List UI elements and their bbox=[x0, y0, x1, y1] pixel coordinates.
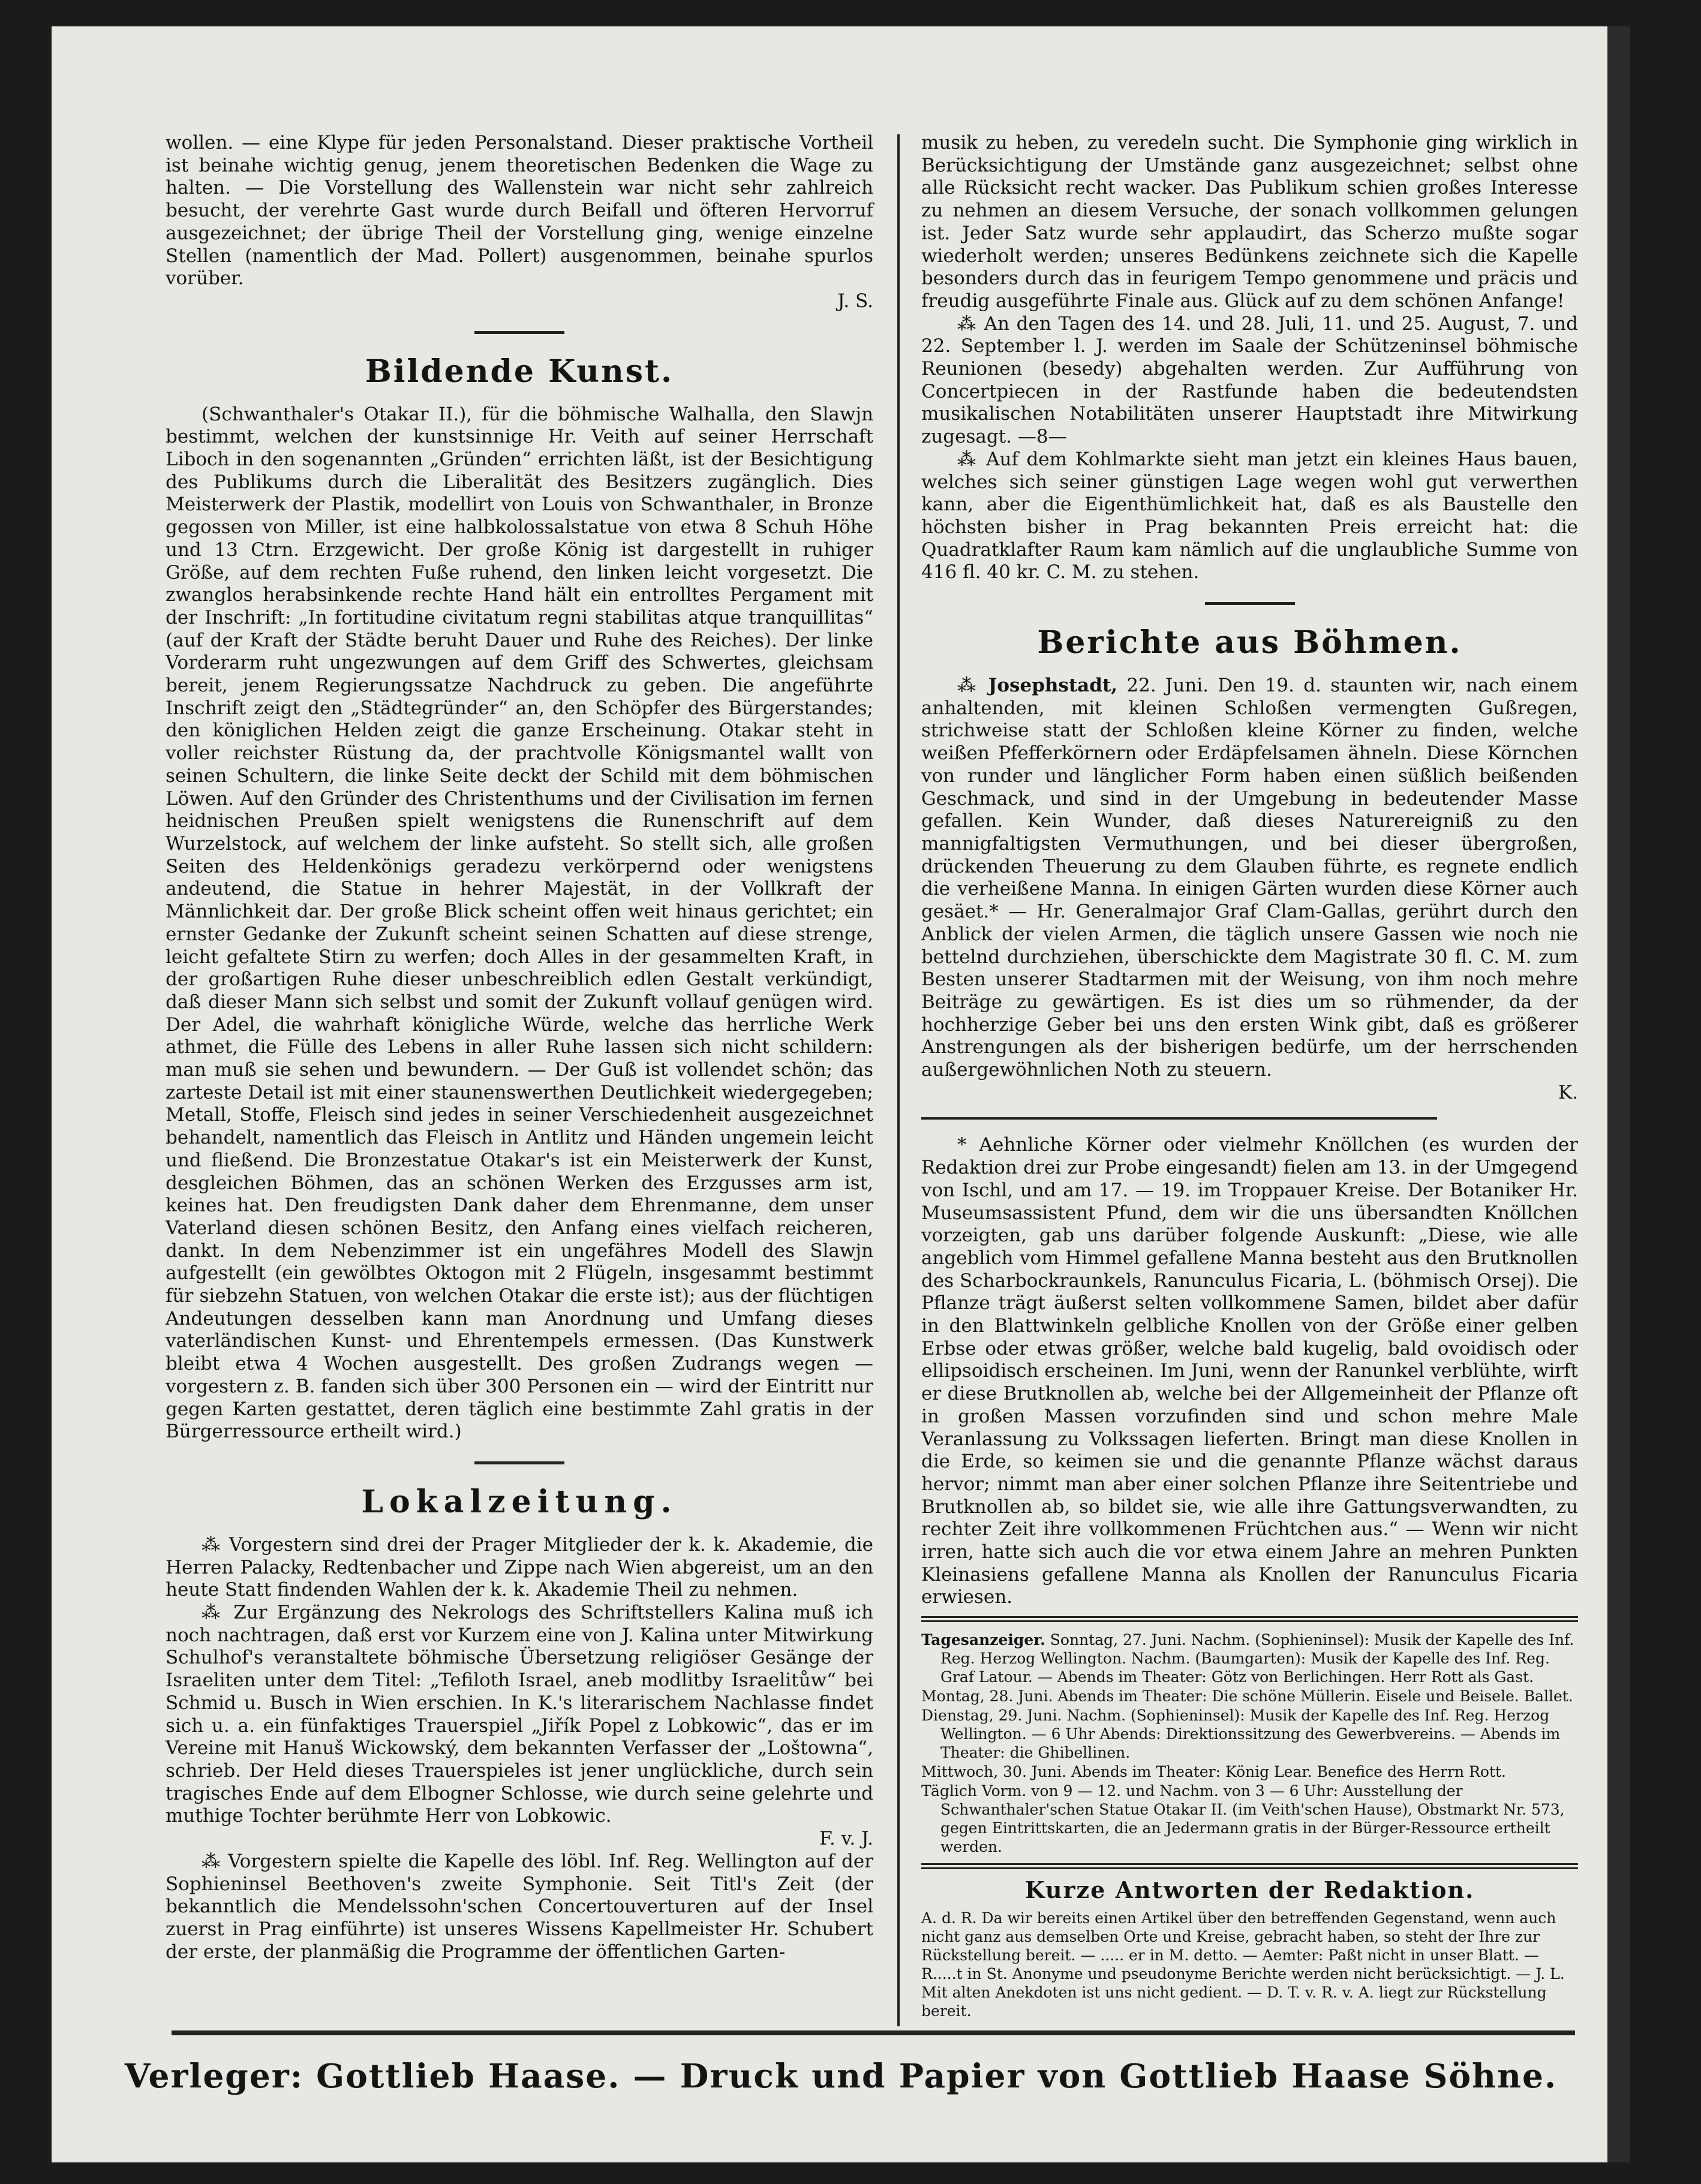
item-marker: ⁂ bbox=[202, 1850, 229, 1872]
section-title-antworten: Kurze Antworten der Redaktion. bbox=[1024, 1876, 1475, 1904]
item-marker: ⁂ bbox=[202, 1602, 234, 1624]
footnote-rule bbox=[921, 1117, 1437, 1120]
tagesanzeiger-entry: Täglich Vorm. von 9 — 12. und Nachm. von 3 — 6 Uhr: Ausstellung der Schwanthaler'schen Statue Otakar II. (im Veith'schen Hause), Obstmarkt Nr. 573, gegen Eintrittskarten, die an Jedermann gratis in der Bürger-Ressource ertheilt werden. bbox=[921, 1782, 1565, 1856]
page-edge-shadow bbox=[1607, 26, 1630, 2162]
newspaper-page bbox=[52, 26, 1630, 2162]
news-item-kohlmarkt: ⁂ Auf dem Kohlmarkte sieht man jetzt ein kleines Haus bauen, welches sich seiner günstigen Lage wegen wohl gut verwerthen kann, aber die Eigenthümlichkeit hat, daß es als Baustelle den höchsten bisher in Prag bekannten Preis erreicht hat: die Quadratklafter Raum kam nämlich auf die unglaubliche Summe von 416 fl. 40 kr. C. M. zu stehen. bbox=[921, 448, 1578, 583]
footnote-manna: * Aehnliche Körner oder vielmehr Knöllchen (es wurden der Redaktion drei zur Probe eingesandt) fielen am 13. in der Umgegend von Ischl, und am 17. — 19. im Troppauer Kreise. Der Botaniker Hr. Museumsassistent Pfund, dem wir die uns übersandten Knöllchen vorzeigten, gab uns darüber folgende Auskunft: „Diese, wie alle angeblich vom Himmel gefallene Manna besteht aus den Brutknollen des Scharbockraunkels, Ranunculus Ficaria, L. (böhmisch Orsej). Die Pflanze trägt äußerst selten vollkommene Samen, bildet aber dafür in den Blattwinkeln gelbliche Knollen von der Größe einer gelben Erbse oder etwas größer, welche bald kugelig, bald ovoidisch oder ellipsoidisch erscheinen. Im Juni, wenn der Ranunkel verblühte, wirft er diese Brutknollen ab, welche bei der Allgemeinheit der Pflanze oft in großen Massen vorzufinden sind und schon mehre Male Veranlassung zu Volkssagen lieferten. Bringt man diese Knollen in die Erde, so keimen sie und die genannte Pflanze wächst daraus hervor; nimmt man aber einer solchen Pflanze ihre Seitentriebe und Brutknollen ab, so bildet sie, wie alle ihre Gattungsverwandten, zu rechter Zeit ihre vollkommenen Früchtchen aus.“ — Wenn wir nicht irren, hatte sich auch die vor etwa einem Jahre an mehren Punkten Kleinasiens gefallene Manna als Knollen der Ranunculus Ficaria erwiesen. bbox=[921, 1134, 1578, 1608]
column-divider bbox=[897, 134, 900, 2026]
news-item-symphony: ⁂ Vorgestern spielte die Kapelle des löbl. Inf. Reg. Wellington auf der Sophieninsel Beethoven's zweite Symphonie. Seit Titl's Zeit (der bekanntlich die Mendelssohn'schen Concertouverturen auf der Insel zuerst in Prag einführte) ist unseres Wissens Kapellmeister Hr. Schubert der erste, der planmäßig die Programme der öffentlichen Garten- bbox=[166, 1850, 873, 1963]
item-marker: ⁂ bbox=[202, 1533, 229, 1556]
tagesanzeiger-entry: Dienstag, 29. Juni. Nachm. (Sophieninsel): Musik der Kapelle des Inf. Reg. Herzog Wellington. — 6 Uhr Abends: Direktionssitzung des Gewerbvereins. — Abends im Theater: die Ghibellinen. bbox=[921, 1707, 1561, 1762]
symphony-continuation: musik zu heben, zu veredeln sucht. Die Symphonie ging wirklich in Berücksichtigung der Umstände ganz ausgezeichnet; selbst ohne alle Rücksicht recht wacker. Das Publikum schien großes Interesse zu nehmen an diesem Versuche, der sonach vollkommen gelungen ist. Jeder Satz wurde sehr applaudirt, das Scherzo mußte sogar wiederholt werden; unseres Bedünkens zeichnete sich die Kapelle besonders durch das in feurigem Tempo genommene und präcis und freudig ausgeführte Finale aus. Glück auf zu dem schönen Anfange! bbox=[921, 132, 1578, 312]
review-signature: J. S. bbox=[837, 290, 873, 312]
tagesanzeiger-entry: Mittwoch, 30. Juni. Abends im Theater: König Lear. Benefice des Herrn Rott. bbox=[921, 1763, 1506, 1781]
tagesanzeiger-entry: Montag, 28. Juni. Abends im Theater: Die schöne Müllerin. Eisele und Beisele. Ballet. bbox=[921, 1687, 1573, 1705]
news-item-signature: F. v. J. bbox=[819, 1828, 873, 1850]
news-item-reunions: ⁂ An den Tagen des 14. und 28. Juli, 11. und 25. August, 7. und 22. September l. J. werden im Saale der Schützeninsel böhmische Reunionen (besedy) abgehalten werden. Zur Aufführung von Concertpiecen in der Rastfunde haben die bedeutendsten musikalischen Notabilitäten unserer Hauptstadt ihre Mitwirkung zugesagt. —8— bbox=[921, 312, 1578, 448]
news-item-academy: ⁂ Vorgestern sind drei der Prager Mitglieder der k. k. Akademie, die Herren Palacky, Redtenbacher und Zippe nach Wien abgereist, um an den heute Statt findenden Wahlen der k. k. Akademie Theil zu nehmen. bbox=[166, 1533, 873, 1601]
item-marker: ⁂ bbox=[957, 675, 988, 697]
double-rule bbox=[921, 1616, 1578, 1622]
tagesanzeiger-first-entry: Tagesanzeiger. Sonntag, 27. Juni. Nachm. (Sophieninsel): Musik der Kapelle des Inf. Reg. Herzog Wellington. Nachm. (Baumgarten): Musik der Kapelle des Inf. Reg. Graf Latour. — Abends im Theater: Götz von Berlichingen. Herr Rott als Gast. bbox=[921, 1631, 1574, 1686]
antworten-text: A. d. R. Da wir bereits einen Artikel über den betreffenden Gegenstand, wenn auch nicht ganz aus demselben Orte und Kreise, gebracht haben, so steht der Ihre zur Rückstellung bereit. — ..... er in M. detto. — Aemter: Paßt nicht in unser Blatt. — R.....t in St. Anonyme und pseudonyme Berichte werden nicht berücksichtigt. — J. L. Mit alten Anekdoten ist uns nicht gedient. — D. T. v. R. v. A. liegt zur Rückstellung bereit. bbox=[921, 1909, 1565, 2020]
left-column bbox=[166, 132, 873, 1963]
report-josephstadt: ⁂ Josephstadt, 22. Juni. Den 19. d. staunten wir, nach einem anhaltenden, mit kleinen Schloßen vermengten Gußregen, strichweise statt der Schloßen kleine Körner zu finden, welche weißen Pfefferkörnern oder Erdäpfelsamen ähneln. Diese Körnchen von runder und länglicher Form haben einen süßlich beißenden Geschmack, und sind in der Umgebung in bedeutender Masse gefallen. Kein Wunder, daß dieses Naturereigniß zu den mannigfaltigsten Vermuthungen, und bei dieser übergroßen, drückenden Theuerung zu dem Glauben führte, es regnete endlich die verheißene Manna. In einigen Gärten wurden diese Körner auch gesäet.* — Hr. Generalmajor Graf Clam-Gallas, gerührt durch den Anblick der vielen Armen, die täglich unsere Gassen wie noch nie bettelnd durchziehen, überschickte dem Magistrate 30 fl. C. M. zum Besten unserer Stadtarmen mit der Weisung, von ihm noch mehre Beiträge zu gewärtigen. Es ist dies um so rühmender, da der hochherzige Geber bei uns den ersten Wink gibt, daß es größerer Anstrengungen als der bisherigen bedürfe, um der herrschenden außergewöhnlichen Noth zu steuern. bbox=[921, 675, 1578, 1081]
item-marker: ⁂ bbox=[957, 448, 987, 470]
double-rule bbox=[921, 1863, 1578, 1869]
article-otakar-statue: (Schwanthaler's Otakar II.), für die böhmische Walhalla, den Slawjn bestimmt, welchen der kunstsinnige Hr. Veith auf seiner Herrschaft Liboch in den sogenannten „Gründen“ errichten läßt, ist der Besichtigung des Publikums durch die Liberalität des Besitzers zugänglich. Dies Meisterwerk der Plastik, modellirt von Louis von Schwanthaler, in Bronze gegossen von Miller, ist eine halbkolossalstatue von etwa 8 Schuh Höhe und 13 Ctrn. Erzgewicht. Der große König ist dargestellt in ruhiger Größe, auf dem rechten Fuße ruhend, den linken leicht vorgesetzt. Die zwanglos herabsinkende rechte Hand hält ein entrolltes Pergament mit der Inschrift: „In fortitudine civitatum regni stabilitas atque tranquillitas“ (auf der Kraft der Städte beruht Dauer und Ruhe des Reiches). Der linke Vorderarm ruht ungezwungen auf dem Griff des Schwertes, gleichsam bereit, jenem Regierungssatze Nachdruck zu geben. Die angeführte Inschrift zeigt den „Städtegründer“ an, den Schöpfer des Bürgerstandes; den königlichen Helden zeigt die ganze Erscheinung. Otakar steht in voller reichster Rüstung da, der prachtvolle Königsmantel wallt von seinen Schultern, die linke Seite deckt der Schild mit dem böhmischen Löwen. Auf den Gründer des Christenthums und der Civilisation im fernen heidnischen Preußen spielt wenigstens die Runenschrift auf dem Wurzelstock, auf welchem der linke aufsteht. So stellt sich, alle großen Seiten des Heldenkönigs geradezu verkörpernd oder wenigstens andeutend, die Statue in hehrer Majestät, in der Vollkraft der Männlichkeit dar. Der große Blick scheint offen weit hinaus gerichtet; ein ernster Gedanke der Zukunft scheint seinen Schatten auf diese strenge, leicht gefaltete Stirn zu werfen; doch Alles in der gesammelten Kraft, in der großartigen Ruhe dieser unbeschreiblich edlen Gestalt verkündigt, daß dieser Mann sich selbst und somit der Zukunft vollauf genügen wird. Der Adel, die wahrhaft königliche Würde, welche das herrliche Werk athmet, die Fülle des Lebens in aller Ruhe lassen sich nicht schildern: man muß sie sehen und bewundern. — Der Guß ist vollendet schön; das zarteste Detail ist mit einer staunenswerthen Deutlichkeit wiedergegeben; Metall, Stoffe, Fleisch sind jedes in seiner Verschiedenheit ausgezeichnet behandelt, namentlich das Fleisch in Antlitz und Händen ungemein leicht und fließend. Die Bronzestatue Otakar's ist ein Meisterwerk der Kunst, desgleichen Böhmen, das an schönen Werken des Erzgusses arm ist, keines hat. Den freudigsten Dank daher dem Ehrenmanne, dem unser Vaterland diesen schönen Besitz, den Anfang eines vielfach reicheren, dankt. In dem Nebenzimmer ist ein ungefähres Modell des Slawjn aufgestellt (ein gewölbtes Oktogon mit 2 Flügeln, insgesammt bestimmt für siebzehn Statuen, von welchen Otakar die erste ist); aus der flüchtigen Andeutungen desselben kann man Anordnung und Umfang dieses vaterländischen Kunst- und Ehrentempels ermessen. (Das Kunstwerk bleibt etwa 4 Wochen ausgestellt. Des großen Zudrangs wegen — vorgestern z. B. fanden sich über 300 Personen ein — wird der Eintritt nur gegen Karten gestattet, deren täglich eine bestimmte Zahl gratis in der Bürgerressource ertheilt wird.) bbox=[166, 403, 873, 1443]
bottom-rule bbox=[172, 2030, 1575, 2035]
news-item-kalina: ⁂ Zur Ergänzung des Nekrologs des Schriftstellers Kalina muß ich noch nachtragen, daß erst vor Kurzem eine von J. Kalina unter Mitwirkung Schulhof's veranstaltete böhmische Übersetzung religiöser Gesänge der Israeliten unter dem Titel: „Tefiloth Israel, aneb modlitby Israelitůw“ bei Schmid u. Busch in Wien erschien. In K.'s literarischem Nachlasse findet sich u. a. ein fünfaktiges Trauerspiel „Jiřík Popel z Lobkowic“, das er im Vereine mit Hanuš Wickowský, dem bekannten Verfasser der „Loštowna“, schrieb. Der Held dieses Trauerspieles ist jener unglückliche, durch sein tragisches Ende auf dem Elbogner Schlosse, wie durch seine gelehrte und muthige Tochter berühmte Herr von Lobkowic. bbox=[166, 1602, 873, 1827]
section-title-lokalzeitung: Lokalzeitung. bbox=[361, 1483, 678, 1520]
report-signature: K. bbox=[1558, 1081, 1578, 1103]
tagesanzeiger-label: Tagesanzeiger. bbox=[921, 1631, 1045, 1649]
tagesanzeiger-block bbox=[921, 1631, 1578, 1856]
section-title-berichte-boehmen: Berichte aus Böhmen. bbox=[1037, 624, 1462, 661]
publisher-imprint: Verleger: Gottlieb Haase. — Druck und Papier von Gottlieb Haase Söhne. bbox=[124, 2056, 1558, 2095]
section-separator bbox=[1205, 602, 1295, 605]
section-separator bbox=[474, 331, 564, 334]
right-column bbox=[921, 132, 1578, 2021]
theater-review-ending: wollen. — eine Klype für jeden Personalstand. Dieser praktische Vortheil ist beinahe wichtig genug, jenem theoretischen Bedenken die Wage zu halten. — Die Vorstellung des Wallenstein war nicht sehr zahlreich besucht, der verehrte Gast wurde durch Beifall und öfteren Hervorruf ausgezeichnet; der übrige Theil der Vorstellung ging, wenige einzelne Stellen (namentlich der Mad. Pollert) ausgenommen, beinahe spurlos vorüber. bbox=[166, 132, 873, 290]
item-marker: ⁂ bbox=[957, 312, 984, 335]
antworten-block bbox=[921, 1909, 1578, 2020]
section-separator bbox=[474, 1461, 564, 1464]
section-title-bildende-kunst: Bildende Kunst. bbox=[365, 353, 674, 390]
report-dateline: Josephstadt, bbox=[988, 675, 1118, 697]
